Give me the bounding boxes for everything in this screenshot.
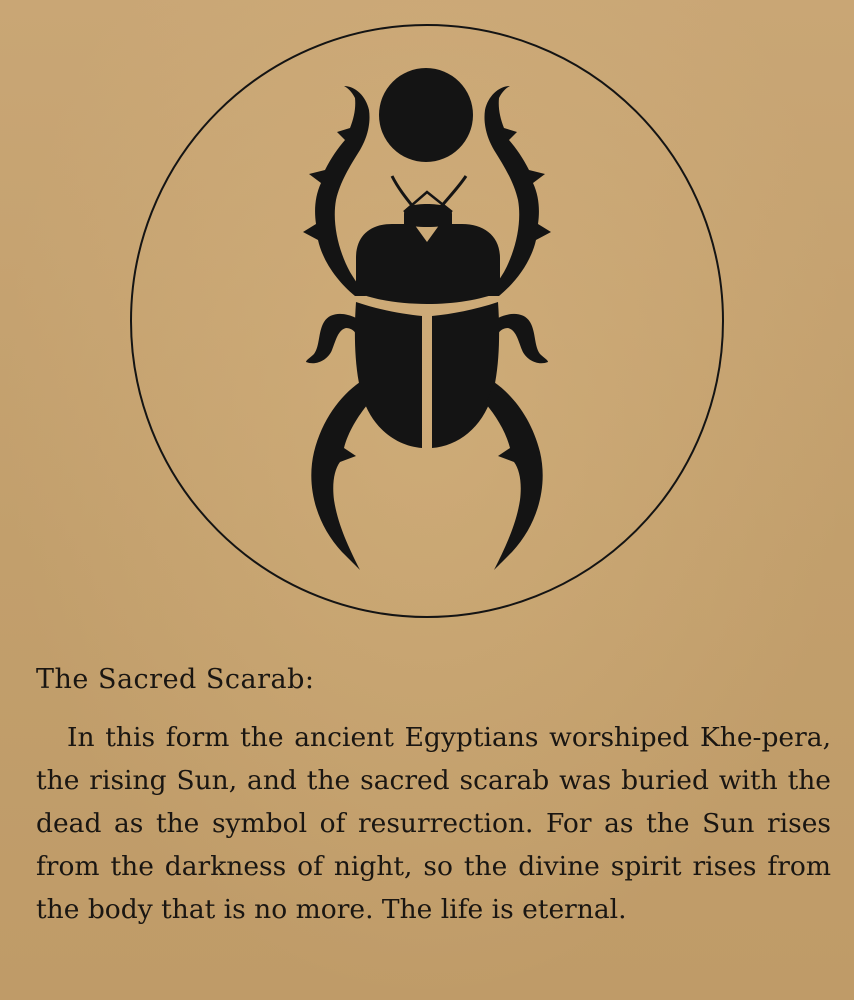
caption-body [36,716,831,931]
sun-disk-icon [379,68,473,162]
caption-paragraph: In this form the ancient Egyptians worshiped Khe-pera, the rising Sun, and the sacred scarab was buried with the dead as the symbol of resurrection. For as the Sun rises from the darkness of night, so the divine spirit rises from the body that is no more. The life is eternal. [36,722,831,925]
caption-title: The Sacred Scarab: [36,664,315,695]
